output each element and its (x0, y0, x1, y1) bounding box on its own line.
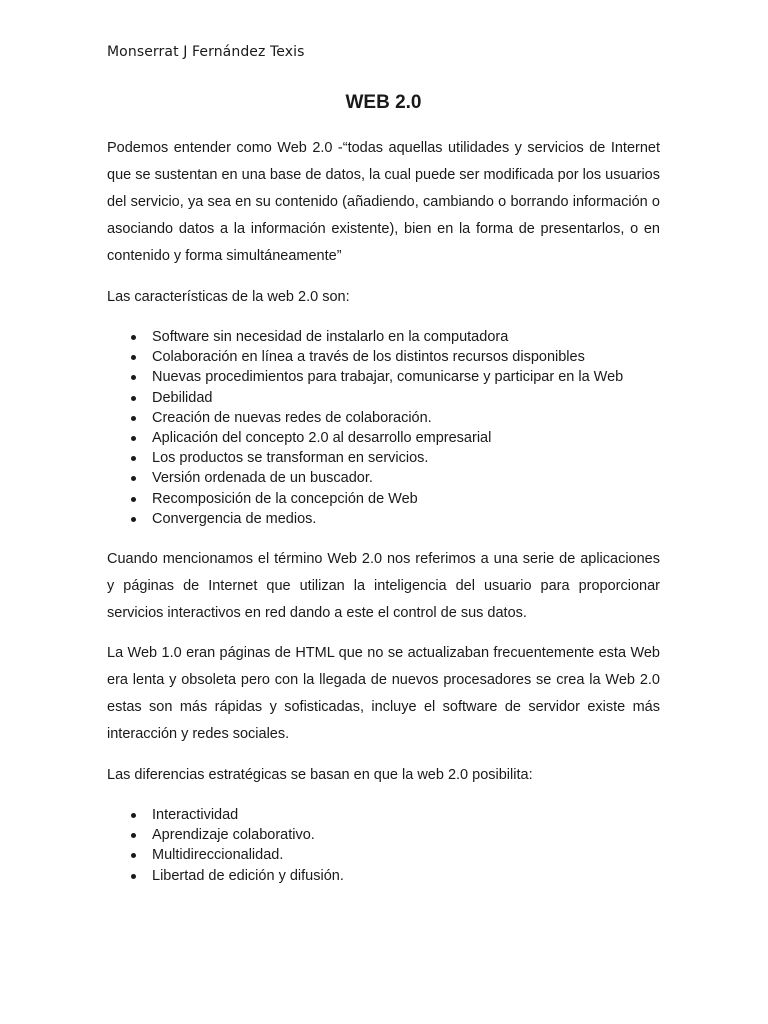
list-item (107, 489, 623, 509)
list-item (107, 428, 623, 448)
bullet-icon (131, 335, 136, 340)
list-item (107, 448, 623, 468)
list-item (107, 388, 623, 408)
characteristics-label: Las características de la web 2.0 son: (107, 289, 350, 305)
list-item-text: Multidireccionalidad. (152, 847, 284, 864)
bullet-icon (131, 833, 136, 838)
list-item (107, 327, 623, 347)
list-item-text: Colaboración en línea a través de los distintos recursos disponibles (152, 349, 585, 366)
list-item (107, 468, 623, 488)
bullet-icon (131, 874, 136, 879)
list-item-text: Libertad de edición y difusión. (152, 867, 344, 884)
intro-paragraph: Podemos entender como Web 2.0 -“todas aquellas utilidades y servicios de Internet que se sustentan en una base de datos, la cual puede ser modificada por los usuarios del servicio, ya sea en su contenido (añadiendo, cambiando o borrando información o asociando datos a la información existente), bien en la forma de presentarlos, o en contenido y forma simultáneamente” (107, 140, 660, 264)
bullet-icon (131, 416, 136, 421)
bullet-icon (131, 813, 136, 818)
bullet-icon (131, 497, 136, 502)
paragraph-web10-comparison: La Web 1.0 eran páginas de HTML que no se actualizaban frecuentemente esta Web era lenta y obsoleta pero con la llegada de nuevos procesadores se crea la Web 2.0 estas son más rápidas y sofisticadas, incluye el software de servidor existe más interacción y redes sociales. (107, 645, 660, 742)
paragraph-web20-definition: Cuando mencionamos el término Web 2.0 nos referimos a una serie de aplicaciones y páginas de Internet que utilizan la inteligencia del usuario para proporcionar servicios interactivos en red dando a este el control de sus datos. (107, 551, 660, 621)
bullet-icon (131, 476, 136, 481)
list-item (107, 408, 623, 428)
list-item-text: Versión ordenada de un buscador. (152, 470, 373, 487)
bullet-icon (131, 456, 136, 461)
list-item (107, 805, 344, 825)
list-item-text: Aplicación del concepto 2.0 al desarrollo empresarial (152, 430, 492, 447)
bullet-icon (131, 375, 136, 380)
bullet-icon (131, 396, 136, 401)
list-item (107, 825, 344, 845)
bullet-icon (131, 355, 136, 360)
list-item (107, 367, 623, 387)
list-item-text: Los productos se transforman en servicios. (152, 450, 429, 467)
list-item (107, 347, 623, 367)
list-item-text: Creación de nuevas redes de colaboración. (152, 409, 432, 426)
list-item (107, 509, 623, 529)
list-item-text: Nuevas procedimientos para trabajar, comunicarse y participar en la Web (152, 369, 624, 386)
document-title: WEB 2.0 (345, 92, 422, 113)
bullet-icon (131, 517, 136, 522)
list-item-text: Interactividad (152, 807, 239, 823)
characteristics-list (107, 327, 623, 529)
author-name: Monserrat J Fernández Texis (107, 44, 305, 60)
list-item (107, 866, 344, 886)
differences-label: Las diferencias estratégicas se basan en que la web 2.0 posibilita: (107, 767, 533, 783)
list-item-text: Aprendizaje colaborativo. (152, 827, 315, 844)
list-item (107, 845, 344, 865)
list-item-text: Debilidad (152, 389, 213, 406)
differences-list (107, 805, 344, 886)
bullet-icon (131, 853, 136, 858)
list-item-text: Software sin necesidad de instalarlo en la computadora (152, 329, 509, 345)
list-item-text: Recomposición de la concepción de Web (152, 490, 418, 507)
bullet-icon (131, 436, 136, 441)
list-item-text: Convergencia de medios. (152, 510, 317, 527)
